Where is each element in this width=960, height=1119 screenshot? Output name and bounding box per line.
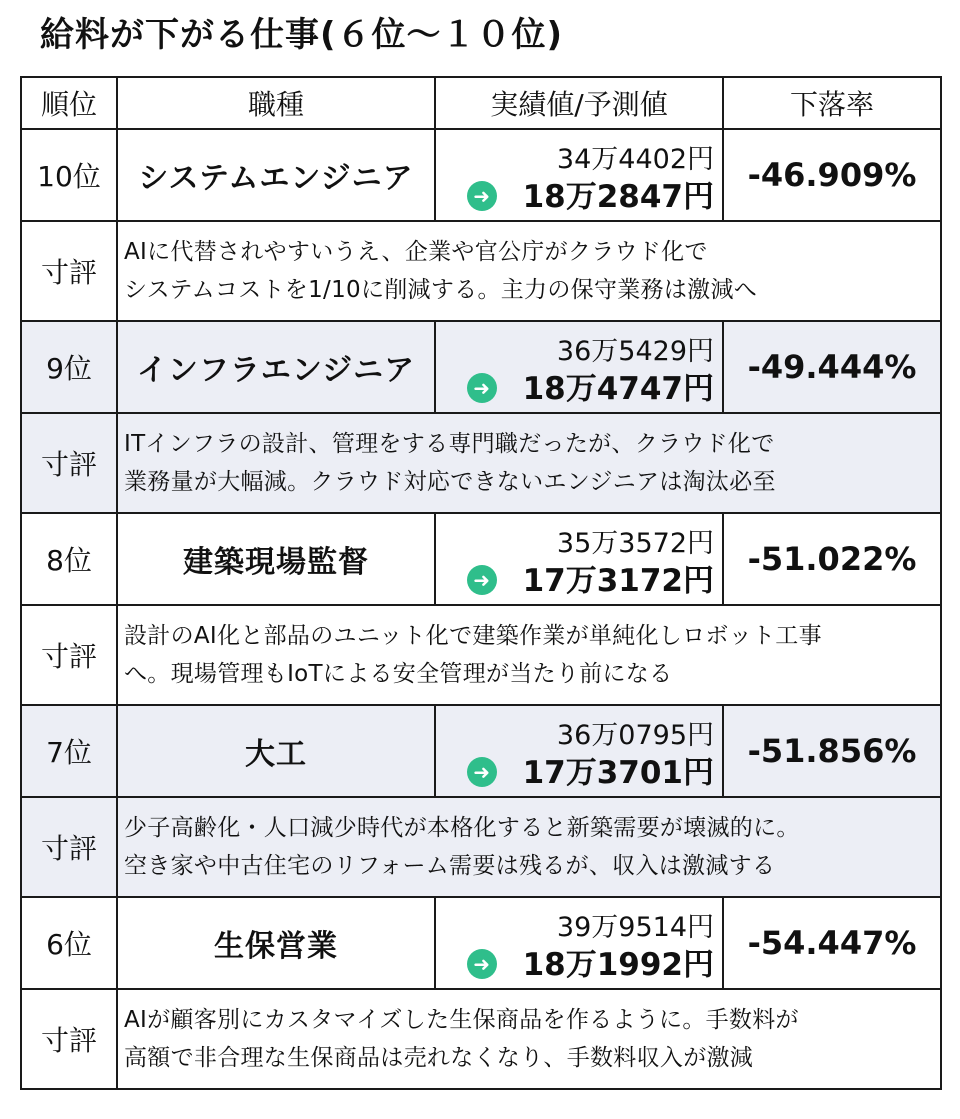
table-row: [21, 513, 941, 605]
job-name: 生保営業: [117, 897, 435, 989]
comment-label: 寸評: [21, 605, 117, 705]
table-row: [21, 129, 941, 221]
forecast-salary: 17万3172円: [522, 563, 714, 599]
rank-cell: 7位: [21, 705, 117, 797]
job-name: 建築現場監督: [117, 513, 435, 605]
comment-text: [117, 605, 941, 705]
arrow-right-circle-icon: ➜: [467, 757, 497, 787]
comment-line: 高額で非合理な生保商品は売れなくなり、手数料収入が激減: [124, 1045, 754, 1071]
rank-cell: 10位: [21, 129, 117, 221]
table-row: [21, 897, 941, 989]
comment-label: 寸評: [21, 797, 117, 897]
forecast-salary-line: [436, 946, 714, 984]
header-rate: 下落率: [723, 77, 941, 129]
header-rank: 順位: [21, 77, 117, 129]
comment-line: へ。現場管理もIoTによる安全管理が当たり前になる: [124, 661, 673, 687]
comment-text: [117, 221, 941, 321]
comment-line: AIに代替されやすいうえ、企業や官公庁がクラウド化で: [124, 239, 708, 265]
comment-text: [117, 797, 941, 897]
actual-salary: 35万3572円: [556, 528, 714, 559]
comment-row: [21, 413, 941, 513]
job-name: 大工: [117, 705, 435, 797]
page-title: 給料が下がる仕事(６位～１０位): [40, 15, 564, 55]
arrow-right-circle-icon: ➜: [467, 181, 497, 211]
table-header-row: [21, 77, 941, 129]
comment-line: ITインフラの設計、管理をする専門職だったが、クラウド化で: [124, 431, 775, 457]
comment-line: 少子高齢化・人口減少時代が本格化すると新築需要が壊滅的に。: [124, 815, 800, 841]
forecast-salary-line: [436, 178, 714, 216]
forecast-salary-line: [436, 370, 714, 408]
forecast-salary: 17万3701円: [522, 755, 714, 791]
comment-label: 寸評: [21, 989, 117, 1089]
rank-cell: 8位: [21, 513, 117, 605]
comment-text: [117, 989, 941, 1089]
comment-label: 寸評: [21, 413, 117, 513]
decline-rate: -49.444%: [723, 321, 941, 413]
comment-label: 寸評: [21, 221, 117, 321]
actual-salary: 39万9514円: [556, 912, 714, 943]
job-name: システムエンジニア: [117, 129, 435, 221]
comment-row: [21, 797, 941, 897]
forecast-salary: 18万1992円: [522, 947, 714, 983]
decline-rate: -51.856%: [723, 705, 941, 797]
table-row: [21, 705, 941, 797]
comment-row: [21, 605, 941, 705]
ranking-table: [20, 76, 942, 1090]
actual-salary: 34万4402円: [556, 144, 714, 175]
decline-rate: -54.447%: [723, 897, 941, 989]
comment-line: AIが顧客別にカスタマイズした生保商品を作るように。手数料が: [124, 1007, 799, 1033]
forecast-salary-line: [436, 562, 714, 600]
salary-values: [435, 321, 723, 413]
arrow-right-circle-icon: ➜: [467, 373, 497, 403]
table-row: [21, 321, 941, 413]
actual-salary: 36万0795円: [556, 720, 714, 751]
comment-line: 設計のAI化と部品のユニット化で建築作業が単純化しロボット工事: [124, 623, 822, 649]
decline-rate: -46.909%: [723, 129, 941, 221]
header-values: 実績値/予測値: [435, 77, 723, 129]
salary-values: [435, 129, 723, 221]
comment-row: [21, 221, 941, 321]
forecast-salary: 18万4747円: [522, 371, 714, 407]
rank-cell: 9位: [21, 321, 117, 413]
comment-line: 空き家や中古住宅のリフォーム需要は残るが、収入は激減する: [124, 853, 776, 879]
comment-line: 業務量が大幅減。クラウド対応できないエンジニアは淘汰必至: [124, 469, 776, 495]
arrow-right-circle-icon: ➜: [467, 565, 497, 595]
job-name: インフラエンジニア: [117, 321, 435, 413]
actual-salary: 36万5429円: [556, 336, 714, 367]
arrow-right-circle-icon: ➜: [467, 949, 497, 979]
header-job: 職種: [117, 77, 435, 129]
salary-values: [435, 513, 723, 605]
rank-cell: 6位: [21, 897, 117, 989]
salary-values: [435, 705, 723, 797]
comment-line: システムコストを1/10に削減する。主力の保守業務は激減へ: [124, 277, 758, 303]
comment-text: [117, 413, 941, 513]
forecast-salary-line: [436, 754, 714, 792]
salary-values: [435, 897, 723, 989]
forecast-salary: 18万2847円: [522, 179, 714, 215]
comment-row: [21, 989, 941, 1089]
decline-rate: -51.022%: [723, 513, 941, 605]
